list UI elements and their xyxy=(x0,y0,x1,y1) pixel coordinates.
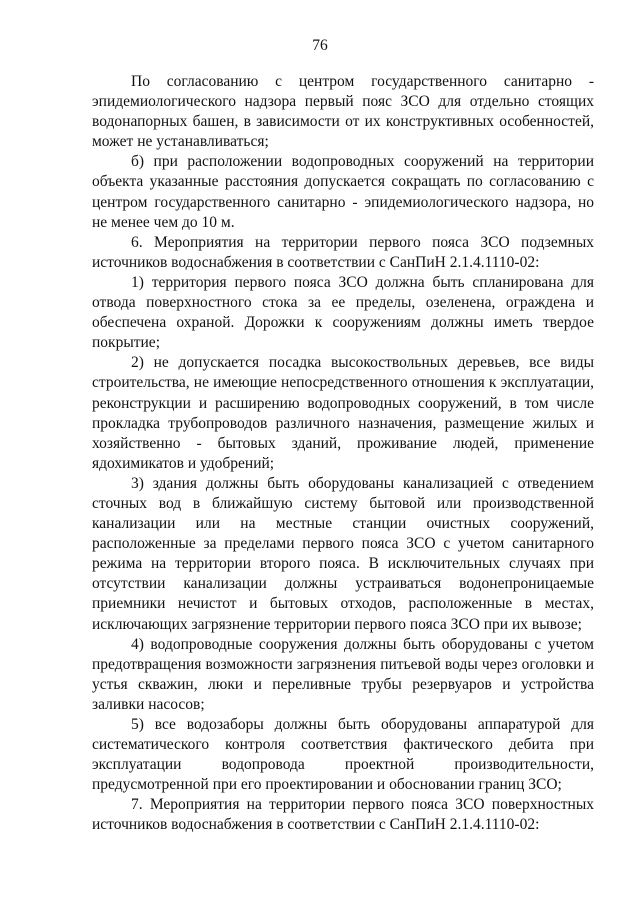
paragraph-item-1: 1) территория первого пояса ЗСО должна быть спланирована для отвода поверхностного стока за ее пределы, озеленена, ограждена и обеспечена охраной. Дорожки к сооружениям должны иметь твердое покрытие; xyxy=(92,273,594,352)
page-number: 76 xyxy=(312,37,328,54)
paragraph-item-2: 2) не допускается посадка высокоствольных деревьев, все виды строительства, не имеющие непосредственного отношения к эксплуатации, реконструкции и расширению водопроводных сооружений, в том числе прокладка трубопроводов различного назначения, размещение жилых и хозяйственно - бытовых зданий, проживание людей, применение ядохимикатов и удобрений; xyxy=(92,354,594,472)
paragraph-item-5: 5) все водозаборы должны быть оборудованы аппаратурой для систематического контроля соответствия фактического дебита при эксплуатации водопровода проектной производительности, предусмотренной при его проектировании и обосновании границ ЗСО; xyxy=(92,716,594,794)
document-body xyxy=(92,72,594,836)
paragraph-item-b: б) при расположении водопроводных сооружений на территории объекта указанные расстояния допускается сокращать по согласованию с центром государственного санитарно - эпидемиологического надзора, но не менее чем до 10 м. xyxy=(92,153,594,231)
paragraph-section-6: 6. Мероприятия на территории первого пояса ЗСО подземных источников водоснабжения в соответствии с СанПиН 2.1.4.1110-02: xyxy=(92,233,594,271)
paragraph-fence-first-belt: По согласованию с центром государственного санитарно - эпидемиологического надзора первый пояс ЗСО для отдельно стоящих водонапорных башен, в зависимости от их конструктивных особенностей, может не устанавливаться; xyxy=(92,73,594,151)
paragraph-item-4: 4) водопроводные сооружения должны быть оборудованы с учетом предотвращения возможности загрязнения питьевой воды через оголовки и устья скважин, люки и переливные трубы резервуаров и устройства заливки насосов; xyxy=(92,635,594,713)
paragraph-section-7: 7. Мероприятия на территории первого пояса ЗСО поверхностных источников водоснабжения в соответствии с СанПиН 2.1.4.1110-02: xyxy=(92,796,594,834)
paragraph-item-3: 3) здания должны быть оборудованы канализацией с отведением сточных вод в ближайшую систему бытовой или производственной канализации или на местные станции очистных сооружений, расположенные за пределами первого пояса ЗСО с учетом санитарного режима на территории второго пояса. В исключительных случаях при отсутствии канализации должны устраиваться водонепроницаемые приемники нечистот и бытовых отходов, расположенные в местах, исключающих загрязнение территории первого пояса ЗСО при их вывозе; xyxy=(92,474,594,633)
